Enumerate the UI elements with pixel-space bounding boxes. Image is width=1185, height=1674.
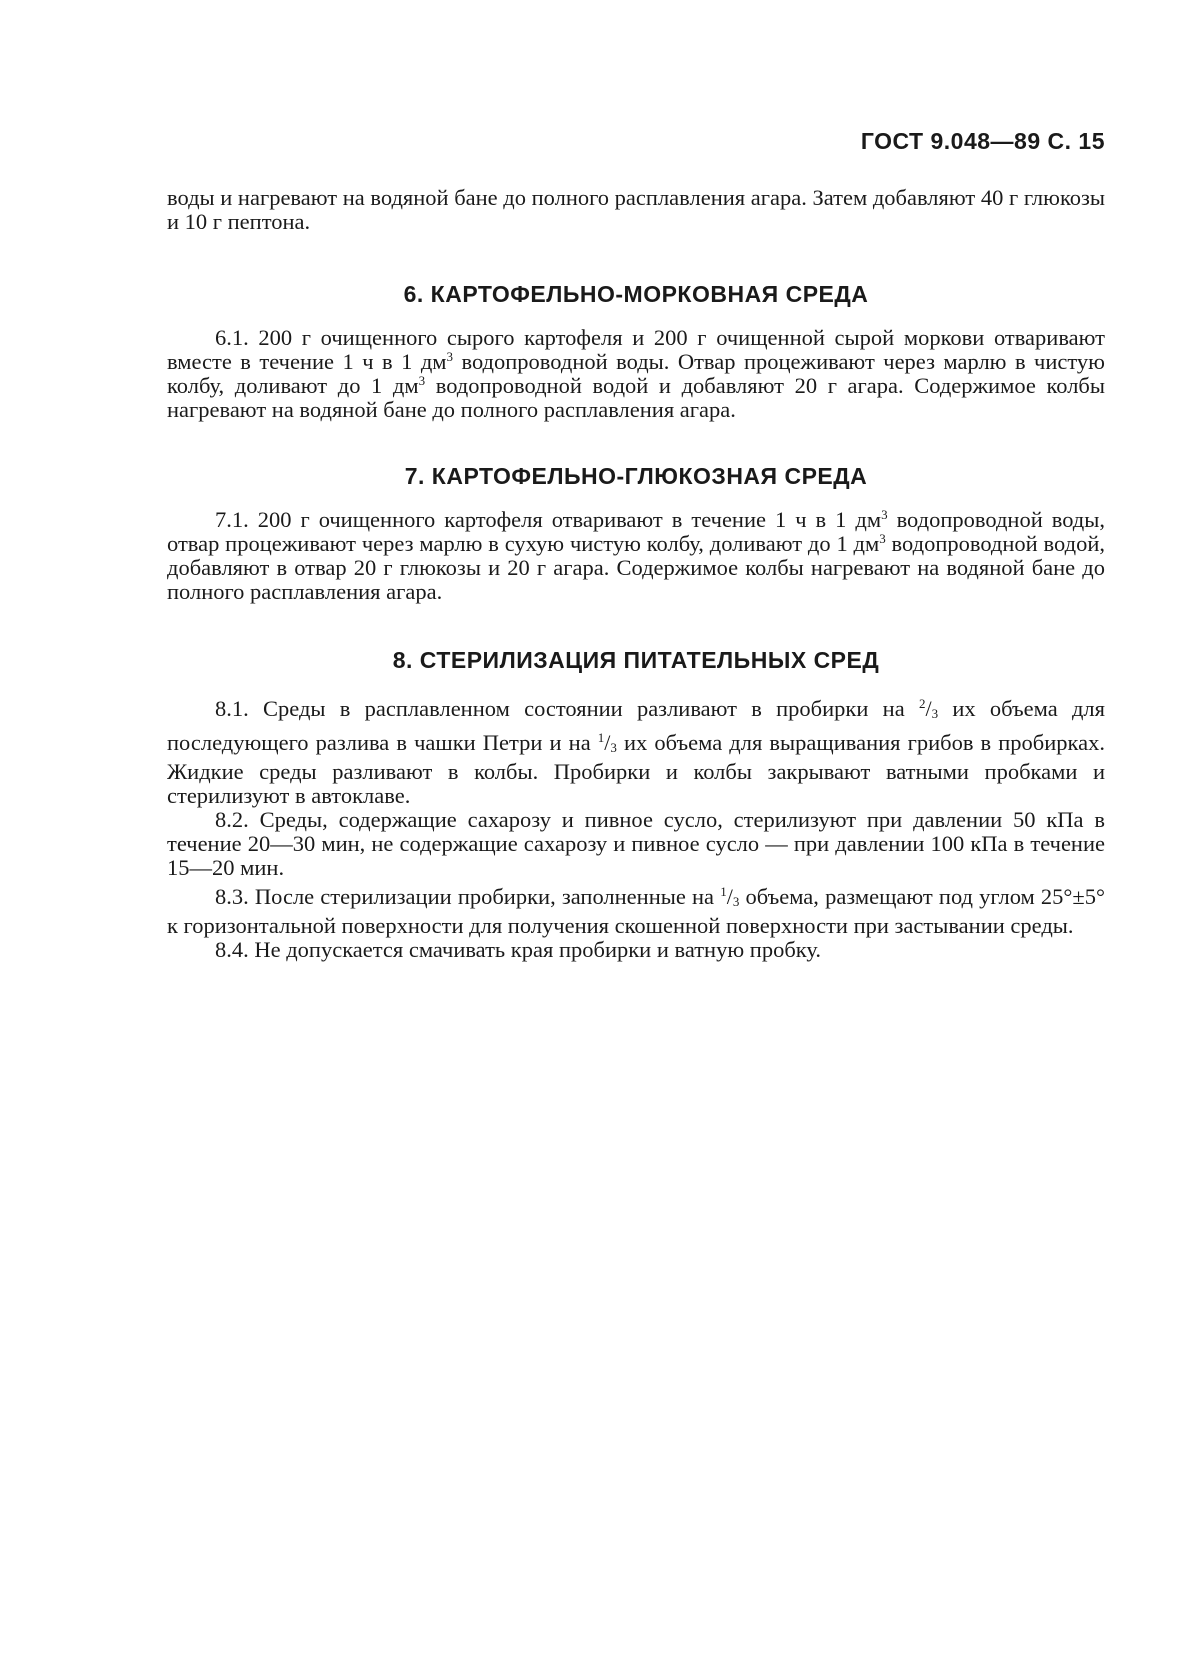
paragraph-8-4: 8.4. Не допускается смачивать края пробирки и ватную пробку. [215,937,822,962]
fraction-two-thirds [919,696,938,721]
paragraph-8-3-text-b: объема, размещают под углом 25°±5° к горизонтальной поверхности для получения скошенной поверхности при застывании среды. [167,884,1106,938]
fraction-numerator: 2 [918,696,926,711]
paragraph-8-1 [167,692,1105,808]
fraction-denominator: 3 [610,740,617,755]
paragraph-7-1-text-b: водопроводной воды, отвар процеживают через марлю в сухую чистую колбу, доливают до 1 дм [167,507,1105,556]
paragraph-7-1-sup-b: 3 [879,531,886,546]
fraction-denominator: 3 [732,894,740,909]
paragraph-7-1-text-c: водопроводной водой, добавляют в отвар 20 г глюкозы и 20 г агара. Содержимое колбы нагревают на водяной бане до полного расплавления агара. [167,531,1105,604]
paragraph-6-1 [167,326,1105,422]
paragraph-8-1-text-a: 8.1. Среды в расплавленном состоянии разливают в пробирки на [215,696,919,721]
fraction-slash: / [726,884,733,909]
paragraph-8-1-text-b: их объема для последующего разлива в чашки Петри и на [167,696,1105,755]
section-8-title: 8. СТЕРИЛИЗАЦИЯ ПИТАТЕЛЬНЫХ СРЕД [392,647,880,673]
paragraph-7-1-sup-a: 3 [881,507,888,522]
paragraph-8-1-text-c: их объема для выращивания грибов в пробирках. Жидкие среды разливают в колбы. Пробирки и колбы закрывают ватными пробками и стерилизуют в автоклаве. [167,730,1105,808]
paragraph-6-1-text-b: водопроводной воды. Отвар процеживают через марлю в чистую колбу, доливают до 1 дм [167,349,1105,398]
fraction-slash: / [604,730,611,755]
paragraph-6-1-sup-a: 3 [446,349,454,364]
fraction-one-third [720,884,739,909]
fraction-numerator: 1 [720,884,727,899]
paragraph-8-3-text-a: 8.3. После стерилизации пробирки, заполненные на [215,884,721,909]
fraction-denominator: 3 [931,706,939,721]
page-content [167,186,1105,962]
paragraph-8-2: 8.2. Среды, содержащие сахарозу и пивное сусло, стерилизуют при давлении 50 кПа в течение 20—30 мин, не содержащие сахарозу и пивное сусло — при давлении 100 кПа в течение 15—20 мин. [167,807,1105,880]
paragraph-8-3 [167,880,1105,938]
paragraph-6-1-sup-b: 3 [418,373,426,388]
paragraph-7-1 [167,508,1105,604]
section-7-title: 7. КАРТОФЕЛЬНО-ГЛЮКОЗНАЯ СРЕДА [404,463,868,489]
running-head: ГОСТ 9.048—89 С. 15 [860,128,1105,154]
fraction-one-third [598,730,617,755]
fraction-numerator: 1 [597,730,605,745]
fraction-slash: / [925,696,932,721]
intro-paragraph: воды и нагревают на водяной бане до полного расплавления агара. Затем добавляют 40 г глюкозы и 10 г пептона. [167,185,1105,234]
paragraph-6-1-text-a: 6.1. 200 г очищенного сырого картофеля и 200 г очищенной сырой моркови отваривают вместе в течение 1 ч в 1 дм [167,325,1105,374]
section-6-title: 6. КАРТОФЕЛЬНО-МОРКОВНАЯ СРЕДА [403,281,869,307]
paragraph-7-1-text-a: 7.1. 200 г очищенного картофеля отваривают в течение 1 ч в 1 дм [215,507,882,532]
paragraph-6-1-text-c: водопроводной водой и добавляют 20 г агара. Содержимое колбы нагревают на водяной бане до полного расплавления агара. [167,373,1105,422]
